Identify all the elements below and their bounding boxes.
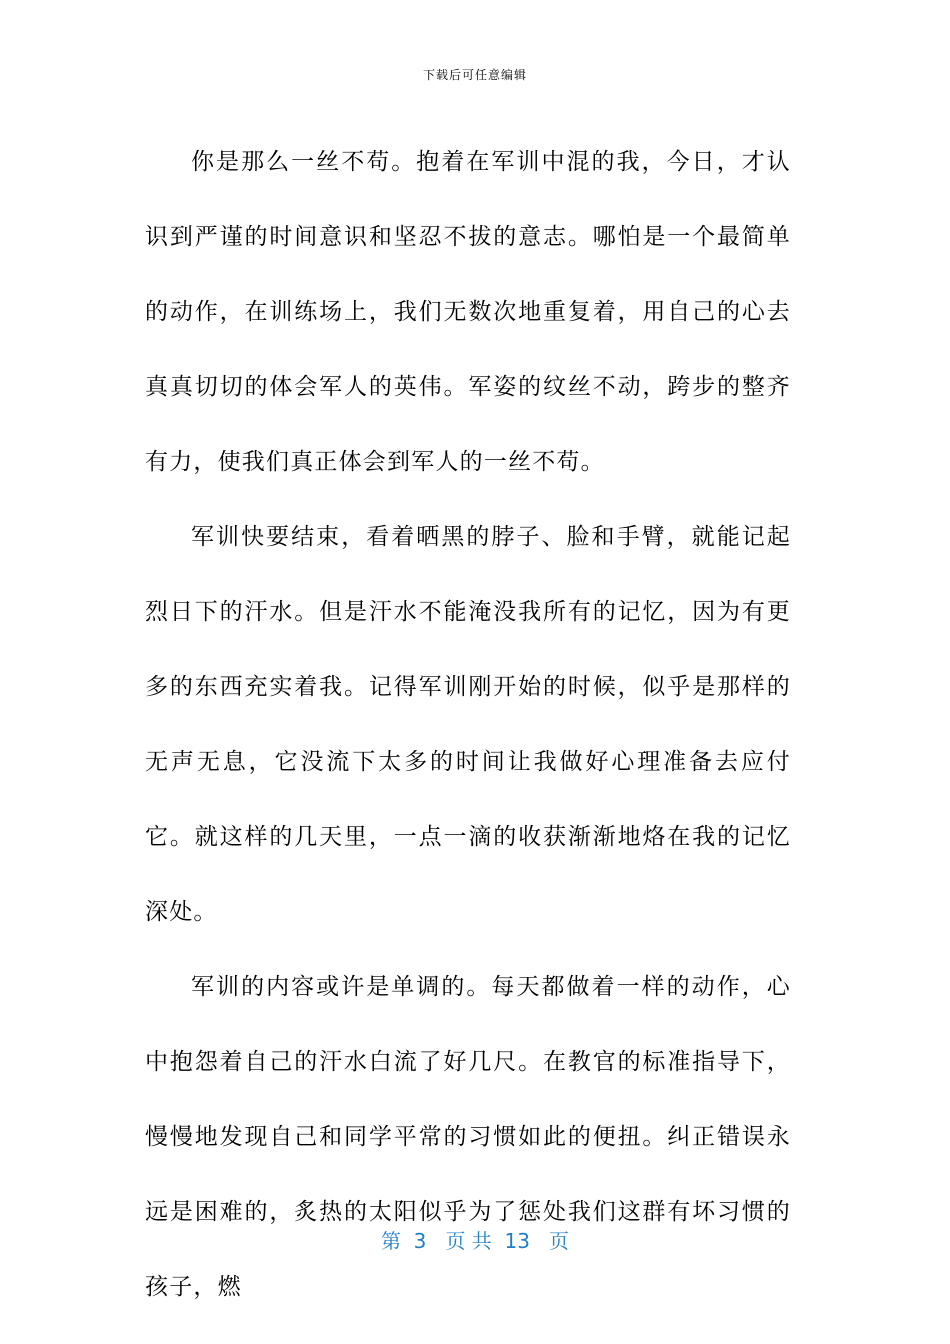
page-number-footer: 第 3 页 共 13 页 — [380, 1229, 570, 1253]
header-note: 下载后可任意编辑 — [422, 68, 527, 82]
body-text — [145, 125, 791, 1325]
paragraph-2: 军训快要结束，看着晒黑的脖子、脸和手臂，就能记起烈日下的汗水。但是汗水不能淹没我所有的记忆，因为有更多的东西充实着我。记得军训刚开始的时候，似乎是那样的无声无息，它没流下太多的时间让我做好心理准备去应付它。就这样的几天里，一点一滴的收获渐渐地烙在我的记忆深处。 — [145, 524, 791, 925]
paragraph-1: 你是那么一丝不苟。抱着在军训中混的我，今日，才认识到严谨的时间意识和坚忍不拔的意志。哪怕是一个最简单的动作，在训练场上，我们无数次地重复着，用自己的心去真真切切的体会军人的英伟。军姿的纹丝不动，跨步的整齐有力，使我们真正体会到军人的一丝不苟。 — [145, 149, 791, 475]
paragraph-3: 军训的内容或许是单调的。每天都做着一样的动作，心中抱怨着自己的汗水白流了好几尺。在教官的标准指导下，慢慢地发现自己和同学平常的习惯如此的便扭。纠正错误永远是困难的，炙热的太阳似乎为了惩处我们这群有坏习惯的孩子，燃 — [145, 974, 791, 1300]
